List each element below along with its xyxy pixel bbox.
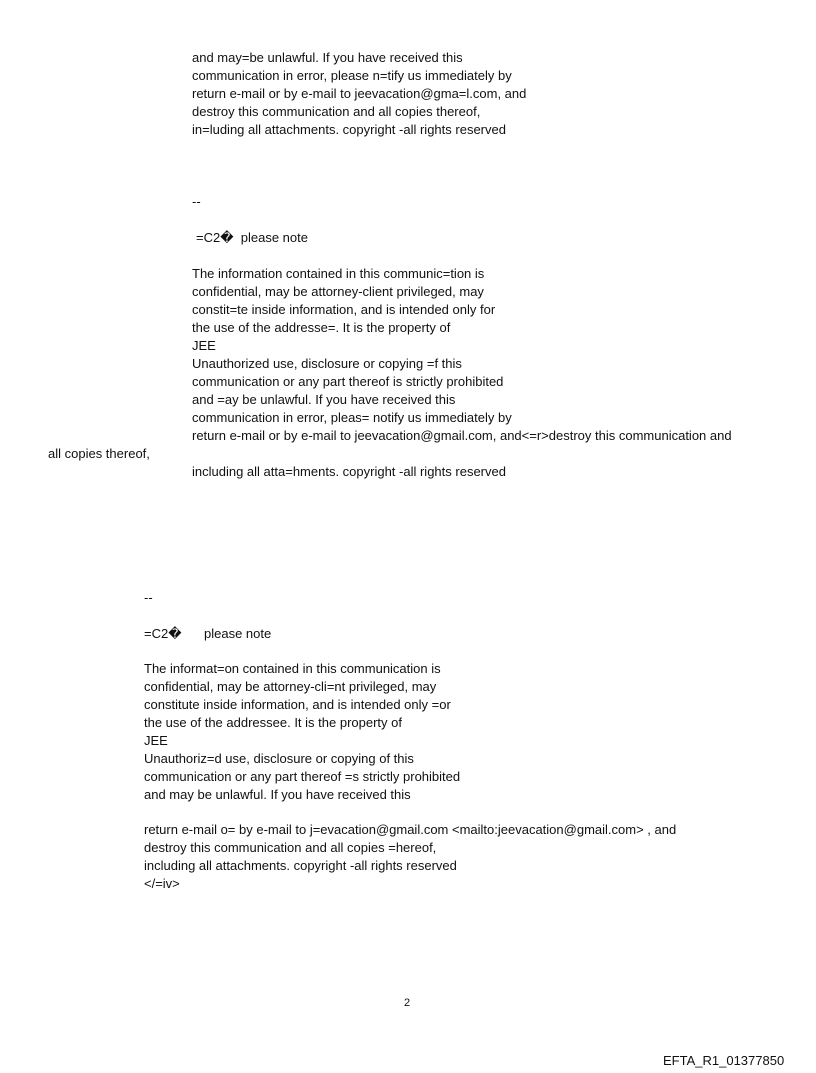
- bates-number: EFTA_R1_01377850: [663, 1053, 785, 1068]
- please-note-line: =C2� please note: [196, 230, 308, 245]
- text-line: destroy this communication and all copies =hereof,: [144, 840, 437, 855]
- text-line: communication in error, please n=tify us immediately by: [192, 68, 512, 83]
- text-line: constit=te inside information, and is intended only for: [192, 302, 496, 317]
- text-line: and may be unlawful. If you have received this: [144, 787, 411, 802]
- page-number: 2: [404, 997, 411, 1009]
- text-line: communication or any part thereof =s strictly prohibited: [144, 769, 461, 784]
- text-line: return e-mail o= by e-mail to j=evacation@gmail.com <mailto:jeevacation@gmail.com> , and: [144, 822, 677, 837]
- text-line: destroy this communication and all copies thereof,: [192, 104, 481, 119]
- text-line: communication or any part thereof is strictly prohibited: [192, 374, 504, 389]
- text-line: confidential, may be attorney-cli=nt privileged, may: [144, 679, 437, 694]
- signature-separator: --: [144, 590, 153, 605]
- text-line: and =ay be unlawful. If you have received this: [192, 392, 456, 407]
- text-line: the use of the addressee. It is the property of: [144, 715, 402, 730]
- text-line: Unauthorized use, disclosure or copying =f this: [192, 356, 462, 371]
- text-line: JEE: [192, 338, 216, 353]
- text-line: JEE: [144, 733, 168, 748]
- text-line: including all atta=hments. copyright -all rights reserved: [192, 464, 506, 479]
- signature-separator: --: [192, 194, 201, 209]
- text-line: constitute inside information, and is intended only =or: [144, 697, 451, 712]
- text-line: The information contained in this communic=tion is: [192, 266, 485, 281]
- text-line: </=iv>: [144, 876, 180, 891]
- text-line: The informat=on contained in this communication is: [144, 661, 441, 676]
- text-line: Unauthoriz=d use, disclosure or copying of this: [144, 751, 414, 766]
- text-line: communication in error, pleas= notify us immediately by: [192, 410, 512, 425]
- text-line: in=luding all attachments. copyright -all rights reserved: [192, 122, 506, 137]
- text-line: and may=be unlawful. If you have received this: [192, 50, 463, 65]
- please-note-text: please note: [204, 626, 272, 641]
- text-line: including all attachments. copyright -all rights reserved: [144, 858, 457, 873]
- text-line: the use of the addresse=. It is the property of: [192, 320, 451, 335]
- please-note-prefix: =C2�: [144, 626, 182, 641]
- text-line: confidential, may be attorney-client privileged, may: [192, 284, 484, 299]
- text-line: return e-mail or by e-mail to jeevacation@gma=l.com, and: [192, 86, 527, 101]
- text-line: return e-mail or by e-mail to jeevacation@gmail.com, and<=r>destroy this communication and: [192, 428, 732, 443]
- wrapped-line: all copies thereof,: [48, 446, 150, 461]
